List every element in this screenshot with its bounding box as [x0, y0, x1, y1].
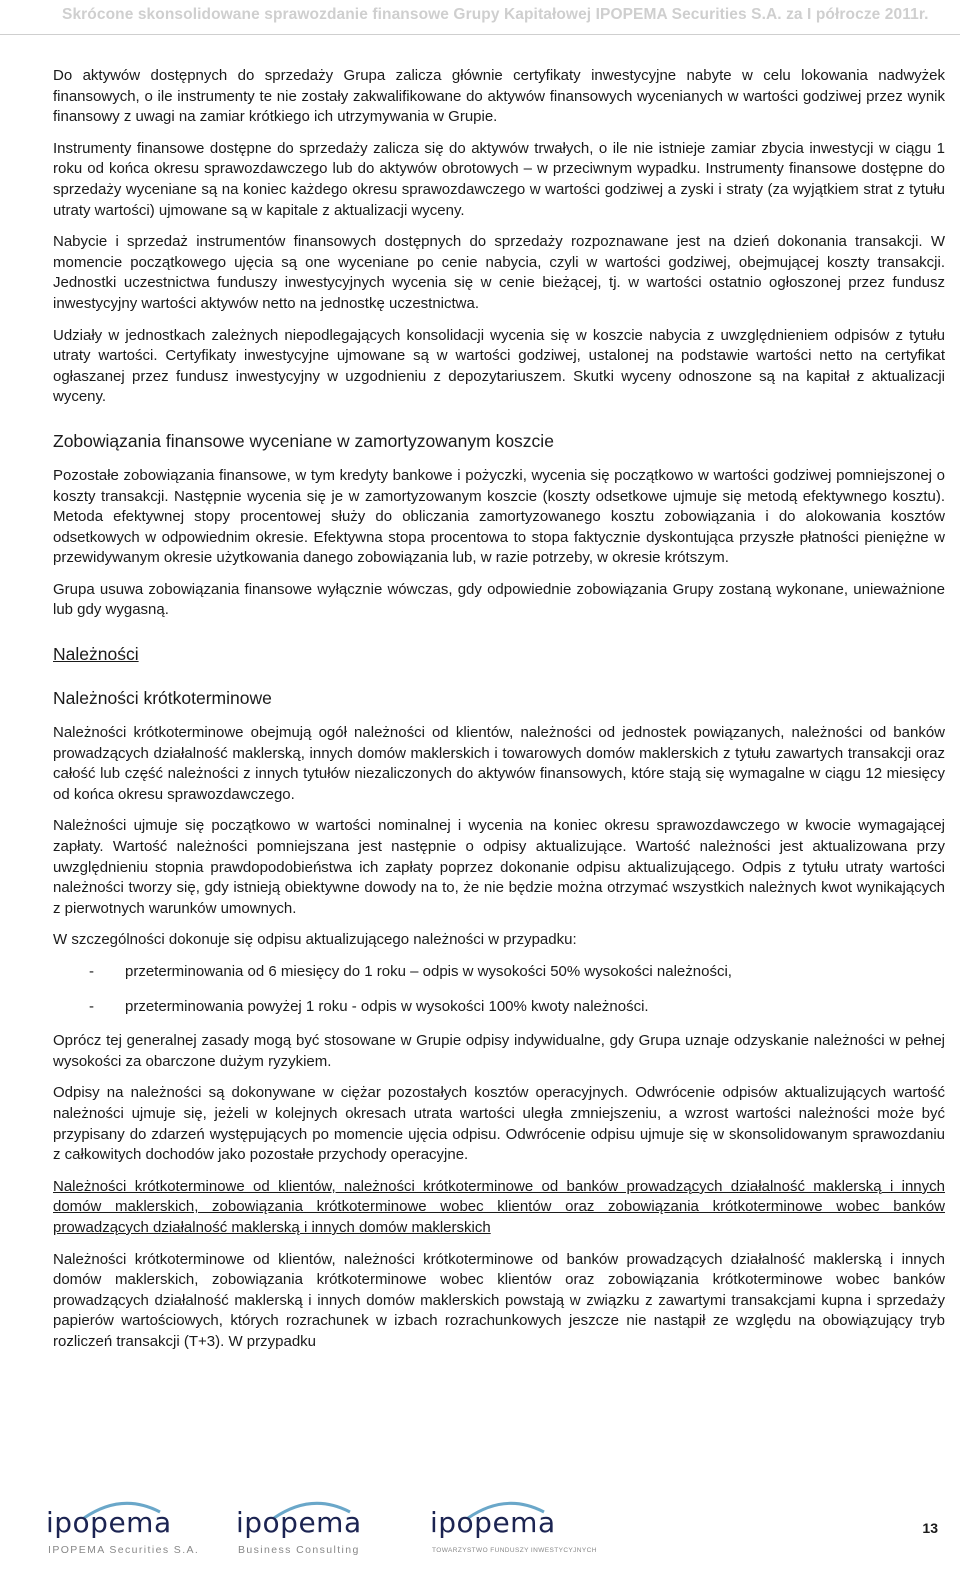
paragraph: Oprócz tej generalnej zasady mogą być stosowane w Grupie odpisy indywidualne, gdy Grupa uznaje odzyskanie należności w pełnej wysokości za obarczone dużym ryzykiem. — [53, 1032, 945, 1070]
paragraph: Nabycie i sprzedaż instrumentów finansowych dostępnych do sprzedaży rozpoznawane jest na dzień dokonania transakcji. W momencie początkowego ujęcia są one wyceniane po cenie nabycia, czyli w wartości godziwej, obejmującej koszty transakcji. Jednostki uczestnictwa funduszy inwestycyjnych wycenia się w cenie bieżącej, tj. w wartości ostatnio ogłoszonej przez fundusz inwestycyjny wartości aktywów netto na jednostkę uczestnictwa. — [53, 233, 945, 312]
paragraph: Udziały w jednostkach zależnych niepodlegających konsolidacji wycenia się w koszcie nabycia z uwzględnieniem odpisów z tytułu utraty wartości. Certyfikaty inwestycyjne ujmowane są w wartości godziwej, ustalonej na podstawie wartości netto na certyfikat ogłaszanej przez fundusz inwestycyjny w uzgodnieniu z depozytariuszem. Skutki wyceny odnoszone są na kapitał z aktualizacji wyceny. — [53, 326, 945, 406]
logo-wordmark: ipopema — [236, 1506, 362, 1539]
list-item — [53, 962, 945, 983]
underlined-heading-paragraph: Należności krótkoterminowe od klientów, należności krótkoterminowe od banków prowadzących działalność maklerską i innych domów maklerskich, zobowiązania krótkoterminowe wobec klientów oraz zobowiązania krótkoterminowe wobec banków prowadzących działalność maklerską i innych domów maklerskich — [53, 1177, 945, 1236]
paragraph: Do aktywów dostępnych do sprzedaży Grupa zalicza głównie certyfikaty inwestycyjne nabyte w celu lokowania nadwyżek finansowych, o ile instrumenty te nie zostały zakwalifikowane do aktywów finansowych wycenianych w wartości godziwej przez wynik finansowy z uwagi na zamiar krótkiego ich utrzymywania w Grupie. — [53, 67, 945, 126]
logo-subtitle: Business Consulting — [238, 1544, 360, 1556]
paragraph: Należności krótkoterminowe obejmują ogół należności od klientów, należności od jednostek powiązanych, należności od banków prowadzących działalność maklerską, innych domów maklerskich i towarowych domów maklerskich z tytułu zawartych transakcji oraz całość lub część należności z innych tytułów niezaliczonych do aktywów finansowych, które stają się wymagalne w ciągu 12 miesięcy od końca okresu sprawozdawczego. — [53, 724, 945, 803]
document-body — [53, 66, 945, 1364]
list-bullet: - — [89, 997, 94, 1015]
section-heading: Należności — [53, 644, 139, 665]
paragraph: Grupa usuwa zobowiązania finansowe wyłącznie wówczas, gdy odpowiednie zobowiązania Grupy zostaną wykonane, unieważnione lub gdy wygasną. — [53, 580, 945, 619]
subsection-heading: Należności krótkoterminowe — [53, 688, 272, 709]
logo-subtitle: TOWARZYSTWO FUNDUSZY INWESTYCYJNYCH — [432, 1547, 597, 1554]
ipopema-business-consulting-logo — [236, 1506, 386, 1560]
page-footer — [0, 1470, 960, 1593]
list-item-text: przeterminowania powyżej 1 roku - odpis w wysokości 100% kwoty należności. — [125, 997, 649, 1015]
paragraph: W szczególności dokonuje się odpisu aktualizującego należności w przypadku: — [53, 931, 577, 949]
paragraph: Instrumenty finansowe dostępne do sprzedaży zalicza się do aktywów trwałych, o ile nie istnieje zamiar zbycia inwestycji w ciągu 1 roku od końca okresu sprawozdawczego lub do aktywów obrotowych – w przeciwnym wypadku. Instrumenty finansowe dostępne do sprzedaży wyceniane są na koniec każdego okresu sprawozdawczego w wartości godziwej a zyski i straty (za wyjątkiem strat z tytułu utraty wartości) ujmowane są w kapitale z aktualizacji wyceny. — [53, 139, 945, 219]
paragraph: Odpisy na należności są dokonywane w ciężar pozostałych kosztów operacyjnych. Odwrócenie odpisów aktualizujących wartość należności ujmuje się, jeżeli w kolejnych okresach utrata wartości uległa zmniejszeniu, a wzrost wartości należności może być przypisany do zdarzeń występujących po momencie ujęcia odpisu. Odwrócenie odpisu ujmuje się w skonsolidowanym sprawozdaniu z całkowitych dochodów jako pozostałe przychody operacyjne. — [53, 1084, 945, 1164]
page-header — [0, 0, 960, 35]
ipopema-securities-logo — [46, 1506, 200, 1560]
paragraph: Pozostałe zobowiązania finansowe, w tym kredyty bankowe i pożyczki, wycenia się początkowo w wartości godziwej pomniejszonej o koszty transakcji. Następnie wycenia się je w zamortyzowanym koszcie (koszty odsetkowe ujmuje się metodą efektywnego kosztu). Metoda efektywnej stopy procentowej służy do obliczania zamortyzowanego kosztu zobowiązania i do alokowania kosztów odsetkowych w odpowiednim okresie. Efektywna stopa procentowa to stopa faktycznie dyskontująca przyszłe płatności pieniężne w przewidywanym okresie użytkowania danego zobowiązania lub, w razie potrzeby, w okresie krótszym. — [53, 466, 945, 567]
ipopema-tfi-logo — [430, 1506, 597, 1560]
page-number: 13 — [922, 1520, 938, 1536]
logo-wordmark: ipopema — [430, 1506, 556, 1539]
list-item — [53, 997, 945, 1018]
list-bullet: - — [89, 963, 94, 980]
paragraph: Należności krótkoterminowe od klientów, należności krótkoterminowe od banków prowadzących działalność maklerską i innych domów maklerskich, zobowiązania krótkoterminowe wobec klientów oraz zobowiązania krótkoterminowe wobec banków prowadzących działalność maklerską i innych domów maklerskich powstają w związku z zawartymi transakcjami kupna i sprzedaży papierów wartościowych, których rozrachunek w izbach rozrachunkowych jeszcze nie nastąpił ze względu na obowiązujący tryb rozliczeń transakcji (T+3). W przypadku — [53, 1250, 945, 1350]
list-item-text: przeterminowania od 6 miesięcy do 1 roku – odpis w wysokości 50% wysokości należności, — [125, 963, 732, 980]
paragraph: Należności ujmuje się początkowo w wartości nominalnej i wycenia na koniec okresu sprawozdawczego w kwocie wymagającej zapłaty. Wartość należności pomniejszana jest następnie o odpisy aktualizujące. Wartość należności jest aktualizowana przy uwzględnieniu stopnia prawdopodobieństwa ich zapłaty poprzez dokonanie odpisu aktualizującego. Odpis z tytułu utraty wartości należności tworzy się, gdy istnieją obiektywne dowody na to, że nie będzie można otrzymać wszystkich należnych kwot wynikających z pierwotnych warunków umownych. — [53, 817, 945, 917]
logo-subtitle: IPOPEMA Securities S.A. — [48, 1544, 200, 1556]
logo-wordmark: ipopema — [46, 1506, 172, 1539]
document-title: Skrócone skonsolidowane sprawozdanie finansowe Grupy Kapitałowej IPOPEMA Securities S.A. za I półrocze 2011r. — [62, 6, 929, 23]
section-heading: Zobowiązania finansowe wyceniane w zamortyzowanym koszcie — [53, 430, 554, 451]
